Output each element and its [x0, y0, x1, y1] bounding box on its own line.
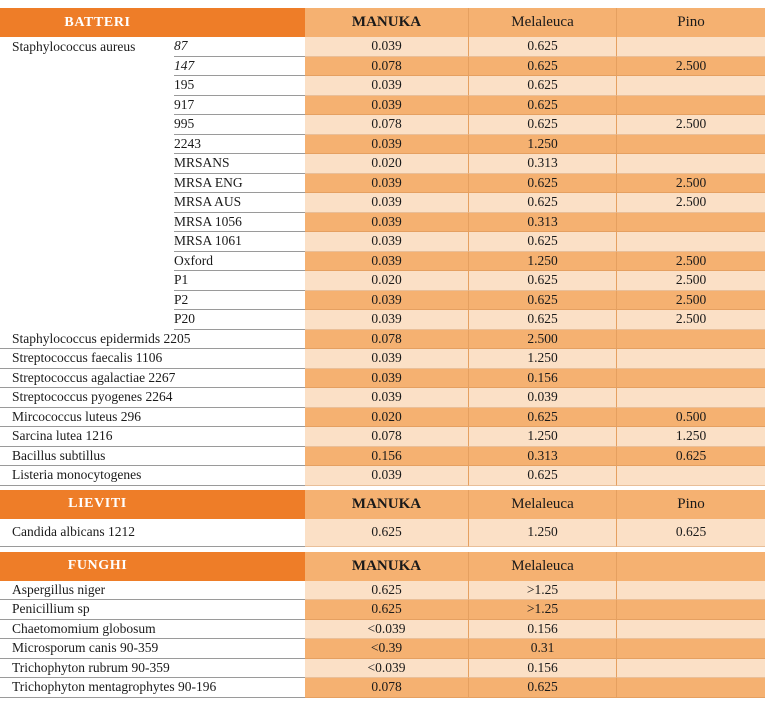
table-row	[0, 37, 765, 57]
organism-cell	[0, 174, 305, 194]
organism-name: Candida albicans 1212	[0, 519, 305, 547]
strain-label: 917	[174, 96, 305, 116]
table-row	[0, 581, 765, 601]
melaleuca-value: 0.156	[469, 620, 617, 640]
melaleuca-value: 2.500	[469, 330, 617, 350]
organism-cell	[0, 57, 305, 77]
organism-cell	[0, 96, 305, 116]
col-manuka-header: MANUKA	[305, 490, 469, 519]
manuka-value: 0.039	[305, 193, 469, 213]
melaleuca-value: 0.625	[469, 408, 617, 428]
manuka-value: 0.039	[305, 252, 469, 272]
organism-cell	[0, 232, 305, 252]
manuka-value: 0.078	[305, 330, 469, 350]
manuka-value: 0.039	[305, 349, 469, 369]
manuka-value: 0.039	[305, 466, 469, 486]
manuka-value: 0.020	[305, 408, 469, 428]
organism-cell	[0, 193, 305, 213]
col-manuka-header: MANUKA	[305, 8, 469, 37]
table-row	[0, 252, 765, 272]
organism-name: Trichophyton rubrum 90-359	[0, 659, 305, 679]
manuka-value: 0.625	[305, 600, 469, 620]
strain-label: MRSANS	[174, 154, 305, 174]
strain-label: Oxford	[174, 252, 305, 272]
pino-value: 2.500	[617, 310, 765, 330]
table-row	[0, 291, 765, 311]
manuka-value: 0.039	[305, 96, 469, 116]
strain-label: 147	[174, 57, 305, 77]
manuka-value: 0.625	[305, 581, 469, 601]
melaleuca-value: 0.625	[469, 232, 617, 252]
melaleuca-value: 0.313	[469, 213, 617, 233]
table-row	[0, 174, 765, 194]
organism-name: Staphylococcus aureus	[12, 38, 136, 54]
batteri-header-row	[0, 8, 765, 37]
pino-value	[617, 37, 765, 57]
melaleuca-value: 0.156	[469, 659, 617, 679]
organism-cell	[0, 115, 305, 135]
strain-label: 87	[174, 37, 305, 57]
table-row	[0, 271, 765, 291]
table-row	[0, 519, 765, 547]
manuka-value: 0.020	[305, 154, 469, 174]
table-row	[0, 193, 765, 213]
pino-value: 2.500	[617, 193, 765, 213]
pino-value	[617, 369, 765, 389]
melaleuca-value: 0.313	[469, 447, 617, 467]
organism-name: Staphylococcus epidermids 2205	[0, 330, 305, 350]
pino-value	[617, 659, 765, 679]
col-pino-header: Pino	[617, 8, 765, 37]
melaleuca-value: 0.625	[469, 174, 617, 194]
melaleuca-value: 0.625	[469, 310, 617, 330]
manuka-value: 0.625	[305, 519, 469, 547]
organism-cell	[0, 271, 305, 291]
table-row	[0, 96, 765, 116]
pino-value	[617, 600, 765, 620]
organism-cell	[0, 37, 305, 57]
pino-value: 0.500	[617, 408, 765, 428]
organism-cell	[0, 213, 305, 233]
pino-value	[617, 388, 765, 408]
pino-value: 2.500	[617, 252, 765, 272]
strain-label: MRSA AUS	[174, 193, 305, 213]
table-row	[0, 232, 765, 252]
lieviti-header-row	[0, 490, 765, 519]
table-row	[0, 330, 765, 350]
manuka-value: 0.078	[305, 678, 469, 698]
pino-value	[617, 620, 765, 640]
melaleuca-value: 0.625	[469, 678, 617, 698]
pino-value	[617, 213, 765, 233]
table-row	[0, 76, 765, 96]
melaleuca-value: 1.250	[469, 135, 617, 155]
organism-name: Streptococcus pyogenes 2264	[0, 388, 305, 408]
col-pino-empty	[617, 552, 765, 581]
pino-value	[617, 581, 765, 601]
melaleuca-value: 0.156	[469, 369, 617, 389]
table-row	[0, 213, 765, 233]
organism-name: Penicillium sp	[0, 600, 305, 620]
table-row	[0, 678, 765, 698]
organism-name: Streptococcus faecalis 1106	[0, 349, 305, 369]
organism-cell	[0, 310, 305, 330]
organism-name: Chaetomomium globosum	[0, 620, 305, 640]
melaleuca-value: 0.625	[469, 271, 617, 291]
manuka-value: <0.39	[305, 639, 469, 659]
col-manuka-header: MANUKA	[305, 552, 469, 581]
organism-cell	[0, 252, 305, 272]
pino-value	[617, 330, 765, 350]
manuka-value: 0.078	[305, 57, 469, 77]
table-row	[0, 427, 765, 447]
table-row	[0, 115, 765, 135]
organism-name: Listeria monocytogenes	[0, 466, 305, 486]
col-pino-header: Pino	[617, 490, 765, 519]
manuka-value: 0.020	[305, 271, 469, 291]
manuka-value: 0.078	[305, 427, 469, 447]
organism-name: Aspergillus niger	[0, 581, 305, 601]
melaleuca-value: 0.039	[469, 388, 617, 408]
melaleuca-value: >1.25	[469, 600, 617, 620]
melaleuca-value: >1.25	[469, 581, 617, 601]
melaleuca-value: 0.31	[469, 639, 617, 659]
manuka-value: <0.039	[305, 620, 469, 640]
melaleuca-value: 1.250	[469, 519, 617, 547]
manuka-value: 0.039	[305, 310, 469, 330]
manuka-value: 0.039	[305, 291, 469, 311]
organism-name: Bacillus subtillus	[0, 447, 305, 467]
melaleuca-value: 0.625	[469, 96, 617, 116]
strain-label: P2	[174, 291, 305, 311]
organism-cell	[0, 154, 305, 174]
pino-value: 0.625	[617, 519, 765, 547]
manuka-value: 0.039	[305, 369, 469, 389]
strain-label: 195	[174, 76, 305, 96]
pino-value: 2.500	[617, 174, 765, 194]
col-melaleuca-header: Melaleuca	[469, 8, 617, 37]
pino-value: 2.500	[617, 57, 765, 77]
table-row	[0, 600, 765, 620]
manuka-value: 0.039	[305, 37, 469, 57]
melaleuca-value: 0.625	[469, 466, 617, 486]
organism-cell	[0, 135, 305, 155]
strain-label: 995	[174, 115, 305, 135]
pino-value	[617, 466, 765, 486]
funghi-title: FUNGHI	[0, 552, 305, 581]
manuka-value: 0.039	[305, 213, 469, 233]
pino-value: 2.500	[617, 115, 765, 135]
melaleuca-value: 0.625	[469, 76, 617, 96]
table-row	[0, 349, 765, 369]
table-row	[0, 639, 765, 659]
manuka-value: 0.039	[305, 388, 469, 408]
strain-label: MRSA 1056	[174, 213, 305, 233]
funghi-header-row	[0, 552, 765, 581]
melaleuca-value: 0.625	[469, 57, 617, 77]
pino-value	[617, 678, 765, 698]
melaleuca-value: 0.313	[469, 154, 617, 174]
strain-label: MRSA 1061	[174, 232, 305, 252]
strain-label: P1	[174, 271, 305, 291]
col-melaleuca-header: Melaleuca	[469, 490, 617, 519]
melaleuca-value: 1.250	[469, 427, 617, 447]
table-row	[0, 57, 765, 77]
pino-value	[617, 76, 765, 96]
batteri-title: BATTERI	[0, 8, 305, 37]
organism-name: Streptococcus agalactiae 2267	[0, 369, 305, 389]
lieviti-title: LIEVITI	[0, 490, 305, 519]
table-row	[0, 659, 765, 679]
col-melaleuca-header: Melaleuca	[469, 552, 617, 581]
melaleuca-value: 1.250	[469, 252, 617, 272]
organism-cell	[0, 291, 305, 311]
melaleuca-value: 0.625	[469, 193, 617, 213]
pino-value	[617, 639, 765, 659]
organism-cell	[0, 76, 305, 96]
pino-value	[617, 349, 765, 369]
table-row	[0, 310, 765, 330]
table-row	[0, 369, 765, 389]
table-row	[0, 408, 765, 428]
pino-value: 0.625	[617, 447, 765, 467]
pino-value	[617, 96, 765, 116]
pino-value	[617, 154, 765, 174]
table-row	[0, 447, 765, 467]
table-row	[0, 135, 765, 155]
pino-value	[617, 135, 765, 155]
manuka-value: 0.039	[305, 232, 469, 252]
organism-name: Mircococcus luteus 296	[0, 408, 305, 428]
table-row	[0, 620, 765, 640]
organism-name: Sarcina lutea 1216	[0, 427, 305, 447]
melaleuca-value: 1.250	[469, 349, 617, 369]
manuka-value: 0.039	[305, 174, 469, 194]
table-row	[0, 466, 765, 486]
melaleuca-value: 0.625	[469, 291, 617, 311]
pino-value: 1.250	[617, 427, 765, 447]
manuka-value: 0.078	[305, 115, 469, 135]
manuka-value: 0.039	[305, 76, 469, 96]
manuka-value: 0.156	[305, 447, 469, 467]
pino-value	[617, 232, 765, 252]
table-row	[0, 154, 765, 174]
strain-label: P20	[174, 310, 305, 330]
strain-label: 2243	[174, 135, 305, 155]
table-row	[0, 388, 765, 408]
melaleuca-value: 0.625	[469, 37, 617, 57]
melaleuca-value: 0.625	[469, 115, 617, 135]
organism-name: Microsporum canis 90-359	[0, 639, 305, 659]
strain-label: MRSA ENG	[174, 174, 305, 194]
pino-value: 2.500	[617, 291, 765, 311]
manuka-value: <0.039	[305, 659, 469, 679]
organism-name: Trichophyton mentagrophytes 90-196	[0, 678, 305, 698]
manuka-value: 0.039	[305, 135, 469, 155]
pino-value: 2.500	[617, 271, 765, 291]
